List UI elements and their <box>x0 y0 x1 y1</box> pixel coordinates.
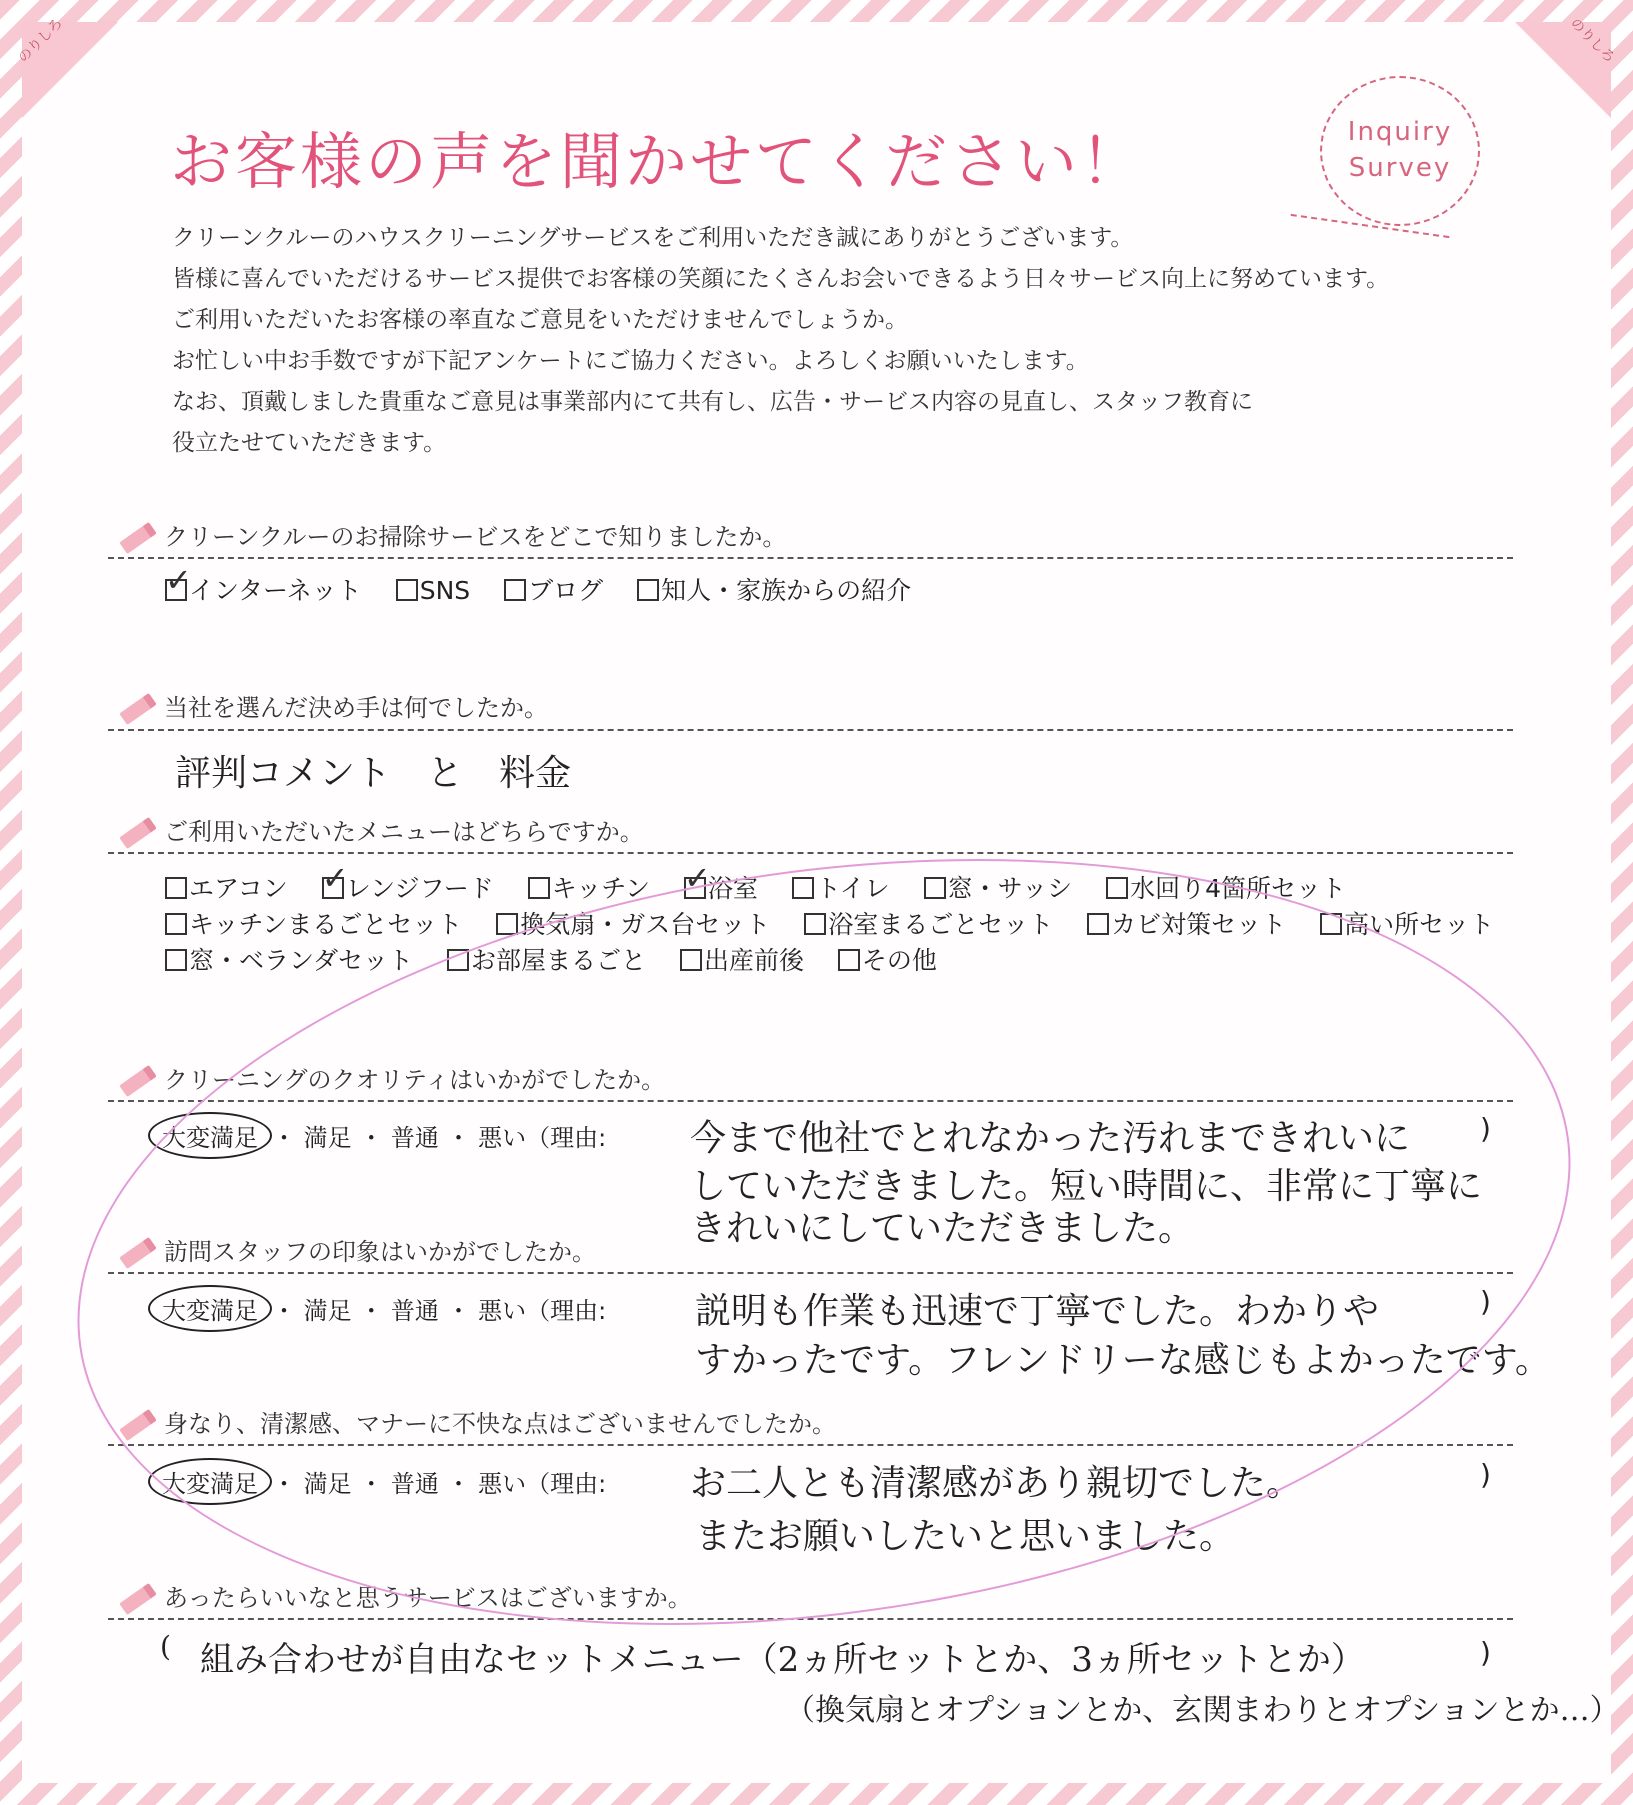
q5-answer-line: 説明も作業も迅速で丁寧でした。わかりや <box>695 1291 1380 1332</box>
option-label: SNS <box>419 576 471 605</box>
divider <box>108 1618 1513 1620</box>
question-7-text: あったらいいなと思うサービスはございますか。 <box>164 1584 692 1612</box>
question-1-text: クリーンクルーのお掃除サービスをどこで知りましたか。 <box>164 523 787 551</box>
rating-other-options: ・ 満足 ・ 普通 ・ 悪い（理由: <box>272 1124 607 1152</box>
checkbox[interactable] <box>792 877 814 899</box>
question-5 <box>120 1232 596 1267</box>
option-label: 換気扇・ガス台セット <box>520 910 771 939</box>
option-internet[interactable] <box>165 576 362 605</box>
intro-line: クリーンクルーのハウスクリーニングサービスをご利用いただき誠にありがとうございます。 <box>172 225 1134 251</box>
checkbox[interactable] <box>1106 877 1128 899</box>
page-title: お客様の声を聞かせてください！ <box>170 125 1146 198</box>
pencil-icon <box>119 817 157 849</box>
pencil-icon <box>119 522 157 554</box>
option-aircon[interactable] <box>165 874 288 903</box>
badge-line-2: Survey <box>1348 153 1452 183</box>
option-high-places-set[interactable] <box>1320 910 1494 939</box>
option-label: トイレ <box>815 874 890 903</box>
question-3-text: ご利用いただいたメニューはどちらですか。 <box>164 818 644 846</box>
checkbox[interactable] <box>637 579 659 601</box>
pencil-icon <box>119 693 157 725</box>
intro-line: お忙しい中お手数ですが下記アンケートにご協力ください。よろしくお願いいたします。 <box>172 348 1089 374</box>
option-toilet[interactable] <box>792 874 890 903</box>
divider <box>108 852 1513 854</box>
question-1 <box>120 517 786 552</box>
option-fan-gas-set[interactable] <box>496 910 770 939</box>
checkbox[interactable] <box>504 579 526 601</box>
checkbox[interactable] <box>528 877 550 899</box>
option-label: 窓・サッシ <box>947 874 1073 903</box>
checkbox[interactable] <box>1320 913 1342 935</box>
checkbox[interactable] <box>447 949 469 971</box>
option-label: キッチン <box>551 874 650 903</box>
rating-very-satisfied-circled[interactable]: 大変満足 <box>148 1458 272 1505</box>
option-label: 浴室 <box>707 874 758 903</box>
checkbox[interactable] <box>396 579 418 601</box>
option-label: レンジフード <box>345 874 494 903</box>
option-label: キッチンまるごとセット <box>189 910 463 939</box>
q3-options-row-2 <box>165 905 1520 941</box>
rating-other-options: ・ 満足 ・ 普通 ・ 悪い（理由: <box>272 1470 607 1498</box>
option-kitchen[interactable] <box>528 874 650 903</box>
checkbox-checked[interactable] <box>684 877 706 899</box>
checkbox[interactable] <box>165 913 187 935</box>
option-other[interactable] <box>838 946 937 975</box>
checkbox-checked[interactable] <box>165 579 187 601</box>
question-4-text: クリーニングのクオリティはいかがでしたか。 <box>164 1066 666 1094</box>
q4-rating <box>148 1112 606 1159</box>
option-kitchen-set[interactable] <box>165 910 462 939</box>
pencil-icon <box>119 1065 157 1097</box>
rating-very-satisfied-circled[interactable]: 大変満足 <box>148 1112 272 1159</box>
pencil-icon <box>119 1409 157 1441</box>
q2-handwritten-answer: 評判コメント と 料金 <box>175 753 572 794</box>
rating-other-options: ・ 満足 ・ 普通 ・ 悪い（理由: <box>272 1297 607 1325</box>
question-6 <box>120 1404 836 1439</box>
option-label: お部屋まるごと <box>470 946 646 975</box>
option-blog[interactable] <box>504 576 603 605</box>
option-label: 知人・家族からの紹介 <box>661 576 912 605</box>
option-label: エアコン <box>189 874 288 903</box>
divider <box>108 1444 1513 1446</box>
q5-answer-line: すかったです。フレンドリーな感じもよかったです。 <box>695 1340 1551 1381</box>
q4-answer-line: していただきました。短い時間に、非常に丁寧に <box>690 1166 1483 1207</box>
question-7 <box>120 1578 692 1613</box>
open-paren: ( <box>160 1630 171 1663</box>
question-2-text: 当社を選んだ決め手は何でしたか。 <box>164 694 548 722</box>
intro-line: 皆様に喜んでいただけるサービス提供でお客様の笑顔にたくさんお会いできるよう日々サービス向上に努めています。 <box>172 266 1390 292</box>
q6-answer-line: またお願いしたいと思いました。 <box>695 1516 1236 1557</box>
checkbox-checked[interactable] <box>322 877 344 899</box>
q7-answer-line: 組み合わせが自由なセットメニュー（2ヵ所セットとか、3ヵ所セットとか） <box>200 1640 1365 1680</box>
pencil-icon <box>119 1583 157 1615</box>
question-6-text: 身なり、清潔感、マナーに不快な点はございませんでしたか。 <box>164 1410 836 1438</box>
option-label: カビ対策セット <box>1111 910 1287 939</box>
intro-text <box>172 218 1592 464</box>
option-label: 水回り4箇所セット <box>1130 874 1346 903</box>
q7-answer-line: （換気扇とオプションとか、玄関まわりとオプションとか…） <box>785 1693 1620 1728</box>
glue-tab-label-right: のりしろ <box>1566 15 1618 67</box>
checkbox[interactable] <box>496 913 518 935</box>
divider <box>108 1100 1513 1102</box>
option-window-sash[interactable] <box>924 874 1073 903</box>
option-range-hood[interactable] <box>322 874 494 903</box>
rating-very-satisfied-circled[interactable]: 大変満足 <box>148 1285 272 1332</box>
close-paren: ) <box>1480 1112 1491 1145</box>
option-label: 出産前後 <box>703 946 804 975</box>
option-label: インターネット <box>189 576 362 605</box>
intro-line: ご利用いただいたお客様の率直なご意見をいただけませんでしょうか。 <box>172 307 908 333</box>
close-paren: ) <box>1480 1458 1491 1491</box>
divider <box>108 1272 1513 1274</box>
question-5-text: 訪問スタッフの印象はいかがでしたか。 <box>164 1238 596 1266</box>
divider <box>108 729 1513 731</box>
question-2 <box>120 688 548 723</box>
pencil-icon <box>119 1237 157 1269</box>
checkbox[interactable] <box>680 949 702 971</box>
option-pre-post-birth[interactable] <box>680 946 804 975</box>
q3-options-row-3 <box>165 941 963 977</box>
q1-options <box>165 571 937 607</box>
intro-line: なお、頂戴しました貴重なご意見は事業部内にて共有し、広告・サービス内容の見直し、スタッフ教育に <box>172 389 1253 415</box>
option-water-4-set[interactable] <box>1106 874 1346 903</box>
option-label: その他 <box>861 946 937 975</box>
option-label: 高い所セット <box>1344 910 1495 939</box>
option-mold-set[interactable] <box>1087 910 1286 939</box>
q6-answer-line: お二人とも清潔感があり親切でした。 <box>690 1463 1303 1504</box>
option-label: 浴室まるごとセット <box>828 910 1054 939</box>
q4-answer-line: きれいにしていただきました。 <box>690 1208 1195 1249</box>
badge-line-1: Inquiry <box>1347 117 1453 147</box>
q6-rating <box>148 1458 606 1505</box>
option-sns[interactable] <box>396 576 470 605</box>
question-3 <box>120 812 644 847</box>
option-window-veranda-set[interactable] <box>165 946 413 975</box>
option-bathroom-set[interactable] <box>804 910 1053 939</box>
option-whole-room[interactable] <box>447 946 646 975</box>
option-bathroom[interactable] <box>684 874 758 903</box>
checkbox[interactable] <box>165 877 187 899</box>
checkbox[interactable] <box>924 877 946 899</box>
q5-rating <box>148 1285 606 1332</box>
close-paren: ) <box>1480 1285 1491 1318</box>
option-label: 窓・ベランダセット <box>189 946 414 975</box>
divider <box>108 557 1513 559</box>
question-4 <box>120 1060 665 1095</box>
q4-answer-line: 今まで他社でとれなかった汚れまできれいに <box>690 1118 1411 1159</box>
checkbox[interactable] <box>165 949 187 971</box>
checkbox[interactable] <box>804 913 826 935</box>
option-referral[interactable] <box>637 576 911 605</box>
checkbox[interactable] <box>1087 913 1109 935</box>
intro-line: 役立たせていただきます。 <box>172 430 447 456</box>
close-paren: ) <box>1480 1636 1491 1669</box>
inquiry-survey-badge <box>1320 76 1480 226</box>
glue-tab-label-left: のりしろ <box>15 15 67 67</box>
q3-options-row-1 <box>165 869 1372 905</box>
checkbox[interactable] <box>838 949 860 971</box>
option-label: ブログ <box>528 576 604 605</box>
